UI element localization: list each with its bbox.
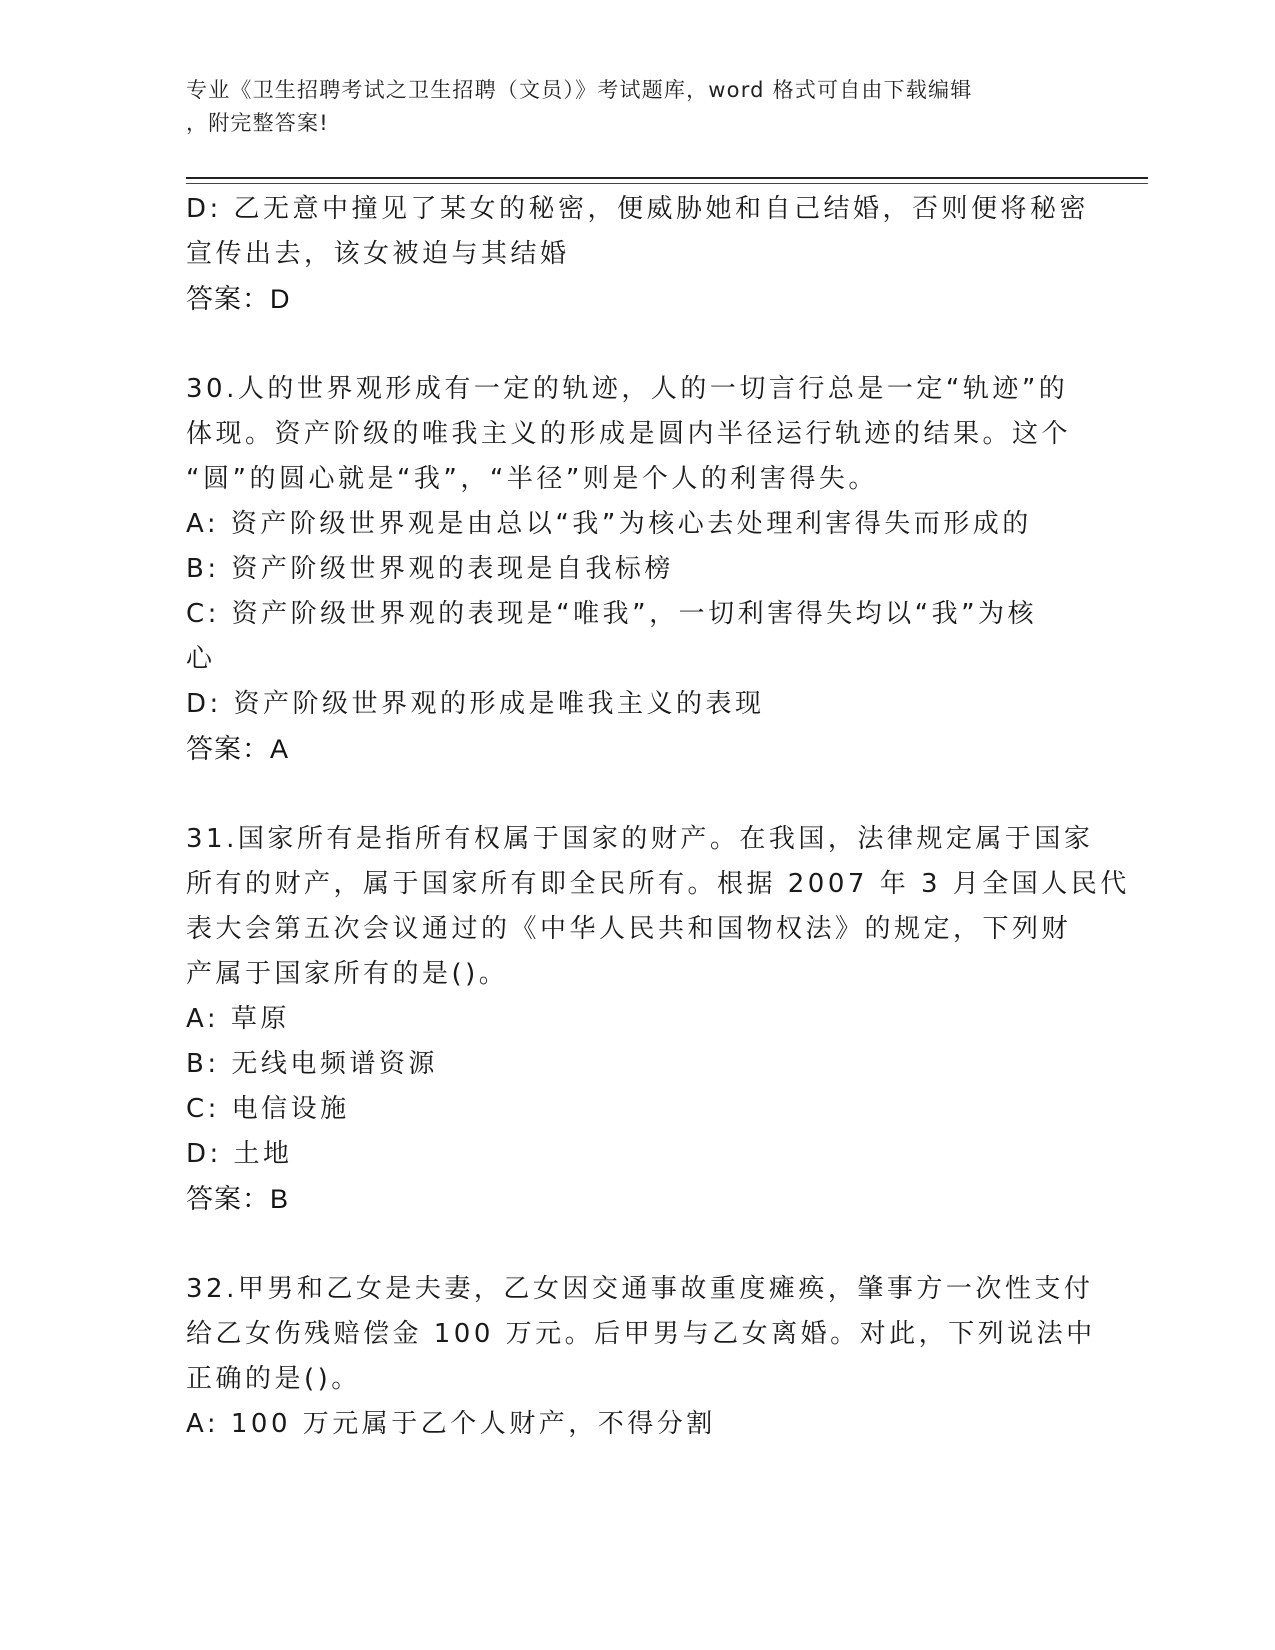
answer: 答案：B xyxy=(186,1184,290,1214)
question-stem-line-3: “圆”的圆心就是“我”，“半径”则是个人的利害得失。 xyxy=(186,464,878,494)
question-content xyxy=(186,187,1130,1447)
question-stem-line-4: 产属于国家所有的是()。 xyxy=(186,959,509,989)
option-b: B: 资产阶级世界观的表现是自我标榜 xyxy=(186,554,674,584)
question-stem-line-3: 表大会第五次会议通过的《中华人民共和国物权法》的规定，下列财 xyxy=(186,914,1072,944)
question-stem-line-1: 32.甲男和乙女是夫妻，乙女因交通事故重度瘫痪，肇事方一次性支付 xyxy=(186,1274,1094,1304)
option-a: A: 资产阶级世界观是由总以“我”为核心去处理利害得失而形成的 xyxy=(186,509,1032,539)
option-c: C: 电信设施 xyxy=(186,1094,350,1124)
question-stem-line-2: 所有的财产，属于国家所有即全民所有。根据 2007 年 3 月全国人民代 xyxy=(186,869,1130,899)
option-a: A: 草原 xyxy=(186,1004,290,1034)
spacer xyxy=(186,322,1086,367)
option-d-line-1: D: 乙无意中撞见了某女的秘密，便威胁她和自己结婚，否则便将秘密 xyxy=(186,194,1090,224)
option-a: A: 100 万元属于乙个人财产，不得分割 xyxy=(186,1409,716,1439)
header-line-1: 专业《卫生招聘考试之卫生招聘（文员）》考试题库，word 格式可自由下载编辑 xyxy=(186,78,973,102)
question-stem-line-1: 30.人的世界观形成有一定的轨迹，人的一切言行总是一定“轨迹”的 xyxy=(186,374,1069,404)
header-rule-thin xyxy=(186,183,1148,184)
question-32 xyxy=(186,1267,1096,1447)
answer: 答案：D xyxy=(186,284,291,314)
option-d: D: 土地 xyxy=(186,1139,293,1169)
question-30 xyxy=(186,367,1086,772)
question-stem-line-1: 31.国家所有是指所有权属于国家的财产。在我国，法律规定属于国家 xyxy=(186,824,1094,854)
option-c-line-2: 心 xyxy=(186,644,216,674)
spacer xyxy=(186,1222,1086,1267)
question-stem-line-2: 体现。资产阶级的唯我主义的形成是圆内半径运行轨迹的结果。这个 xyxy=(186,419,1072,449)
question-stem-line-3: 正确的是()。 xyxy=(186,1364,361,1394)
spacer xyxy=(186,772,1086,817)
option-d-line-2: 宣传出去，该女被迫与其结婚 xyxy=(186,239,570,269)
option-c-line-1: C: 资产阶级世界观的表现是“唯我”，一切利害得失均以“我”为核 xyxy=(186,599,1038,629)
question-stem-line-2: 给乙女伤残赔偿金 100 万元。后甲男与乙女离婚。对此，下列说法中 xyxy=(186,1319,1096,1349)
question-31 xyxy=(186,817,1130,1222)
option-b: B: 无线电频谱资源 xyxy=(186,1049,438,1079)
question-29-tail xyxy=(186,187,1090,322)
header-line-2: ，附完整答案! xyxy=(186,111,329,135)
option-d: D: 资产阶级世界观的形成是唯我主义的表现 xyxy=(186,689,765,719)
header-rule-thick xyxy=(186,177,1148,179)
document-header xyxy=(186,74,1066,140)
answer: 答案：A xyxy=(186,734,290,764)
